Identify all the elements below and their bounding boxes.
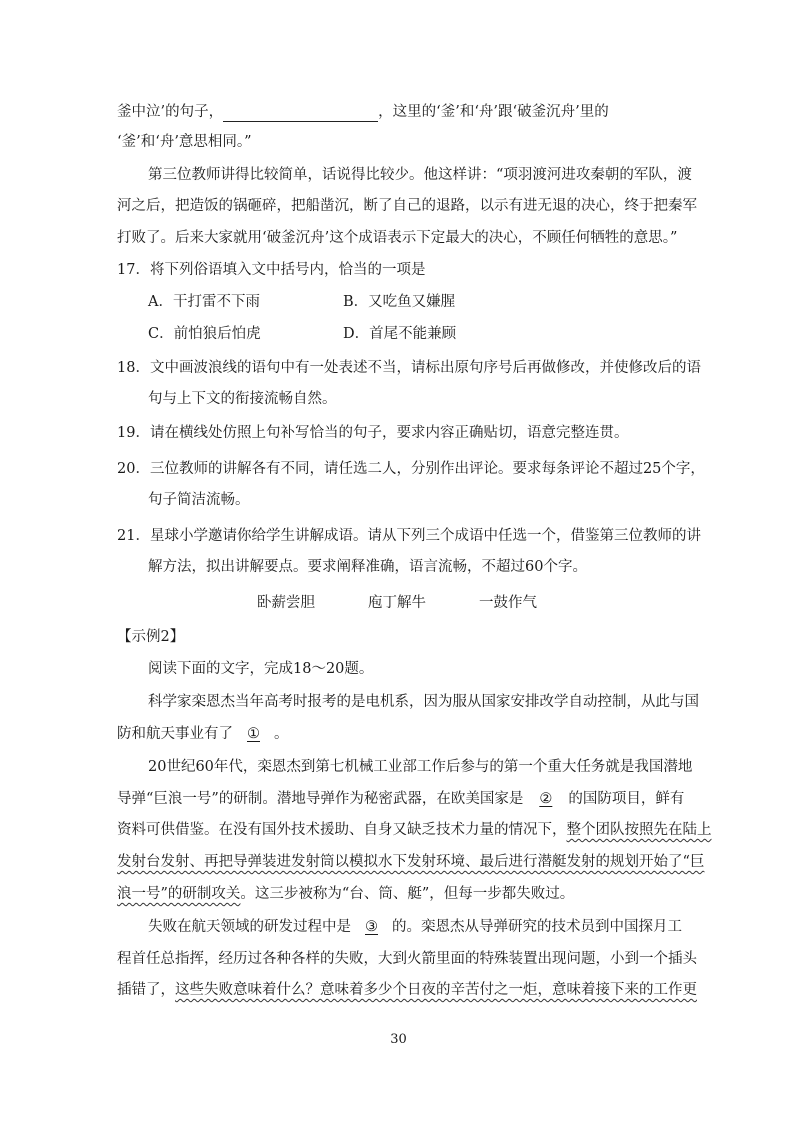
wavy-underlined-text: 这些失败意味着什么？意味着多少个日夜的辛苦付之一炬，意味着接下来的工作更 [175, 982, 697, 998]
example-2-p3-line-1: 失败在航天领域的研发过程中是 ③ 的。栾恩杰从导弹研究的技术员到中国探月工 [148, 919, 682, 935]
page-number: 30 [390, 1032, 407, 1047]
idiom-choices [0, 593, 797, 613]
blank-3: ③ [365, 919, 378, 935]
question-21-line-2: 解方法，拟出讲解要点。要求阐释准确，语言流畅，不超过60个字。 [148, 559, 587, 575]
teacher3-line-2: 河之后，把造饭的锅砸碎，把船凿沉，断了自己的退路，以示有进无退的决心，终于把秦军 [117, 198, 697, 214]
idiom-1: 卧薪尝胆 [257, 595, 315, 611]
example-2-p2-line-4 [117, 852, 704, 872]
example-2-p3-line-3: 插错了，这些失败意味着什么？意味着多少个日夜的辛苦付之一炬，意味着接下来的工作更 [117, 982, 697, 998]
idiom-3: 一鼓作气 [479, 595, 537, 611]
question-20-line-2: 句子简洁流畅。 [148, 492, 250, 508]
example-2-p1-line-1: 科学家栾恩杰当年高考时报考的是电机系，因为服从国家安排改学自动控制，从此与国 [148, 694, 699, 710]
blank-2: ② [539, 791, 553, 807]
question-17-option-d: D．首尾不能兼顾 [343, 326, 457, 342]
answer-blank [223, 103, 378, 122]
example-2-p2-line-2: 导弹“巨浪一号”的研制。潜地导弹作为秘密武器，在欧美国家是 ② 的国防项目，鲜有 [117, 791, 685, 807]
intro-line-1: 釜中泣’的句子， ，这里的‘釜’和‘舟’跟‘破釜沉舟’里的 [117, 104, 609, 120]
example-2-p3-line-2: 程首任总指挥，经历过各种各样的失败，大到火箭里面的特殊装置出现问题，小到一个插头 [117, 951, 697, 967]
teacher3-line-1: 第三位教师讲得比较简单，话说得比较少。他这样讲：“项羽渡河进攻秦朝的军队，渡 [148, 167, 692, 183]
question-17-option-b: B．又吃鱼又嫌腥 [343, 294, 456, 310]
wavy-underlined-text: 发射台发射、再把导弹装进发射筒以模拟水下发射环境、最后进行潜艇发射的规划开始了“巨 [117, 854, 705, 870]
wavy-underlined-text: 浪一号”的研制攻关 [117, 886, 241, 902]
example-2-p2-line-5: 浪一号”的研制攻关。这三步被称为“台、筒、艇”，但每一步都失败过。 [117, 886, 575, 902]
question-18-line-2: 句与上下文的衔接流畅自然。 [148, 391, 337, 407]
question-18-line-1: 18．文中画波浪线的语句中有一处表述不当，请标出原句序号后再做修改，并使修改后的语 [117, 360, 701, 376]
example-2-heading: 【示例2】 [117, 629, 185, 645]
wavy-underlined-text: 整个团队按照先在陆上 [566, 822, 712, 838]
question-21-line-1: 21．星球小学邀请你给学生讲解成语。请从下列三个成语中任选一个，借鉴第三位教师的讲 [117, 528, 701, 544]
example-2-instruction: 阅读下面的文字，完成18～20题。 [148, 661, 374, 677]
question-17-option-c: C．前怕狼后怕虎 [148, 326, 261, 342]
example-2-p1-line-2: 防和航天事业有了 ① 。 [117, 726, 289, 742]
intro-line-2: ‘釜’和‘舟’意思相同。” [117, 134, 252, 150]
teacher3-line-3: 打败了。后来大家就用‘破釜沉舟’这个成语表示下定最大的决心，不顾任何牺牲的意思。” [117, 230, 678, 246]
example-2-p2-line-3: 资料可供借鉴。在没有国外技术援助、自身又缺乏技术力量的情况下，整个团队按照先在陆上 [117, 822, 712, 838]
question-20-line-1: 20．三位教师的讲解各有不同，请任选二人，分别作出评论。要求每条评论不超过25个字， [117, 461, 705, 477]
question-17-option-a: A．干打雷不下雨 [148, 294, 260, 310]
example-2-p2-line-1: 20世纪60年代，栾恩杰到第七机械工业部工作后参与的第一个重大任务就是我国潜地 [148, 759, 693, 775]
question-17-stem: 17．将下列俗语填入文中括号内，恰当的一项是 [117, 262, 426, 278]
idiom-2: 庖丁解牛 [368, 595, 426, 611]
blank-1: ① [247, 726, 260, 742]
question-19: 19．请在横线处仿照上句补写恰当的句子，要求内容正确贴切，语意完整连贯。 [117, 425, 629, 441]
